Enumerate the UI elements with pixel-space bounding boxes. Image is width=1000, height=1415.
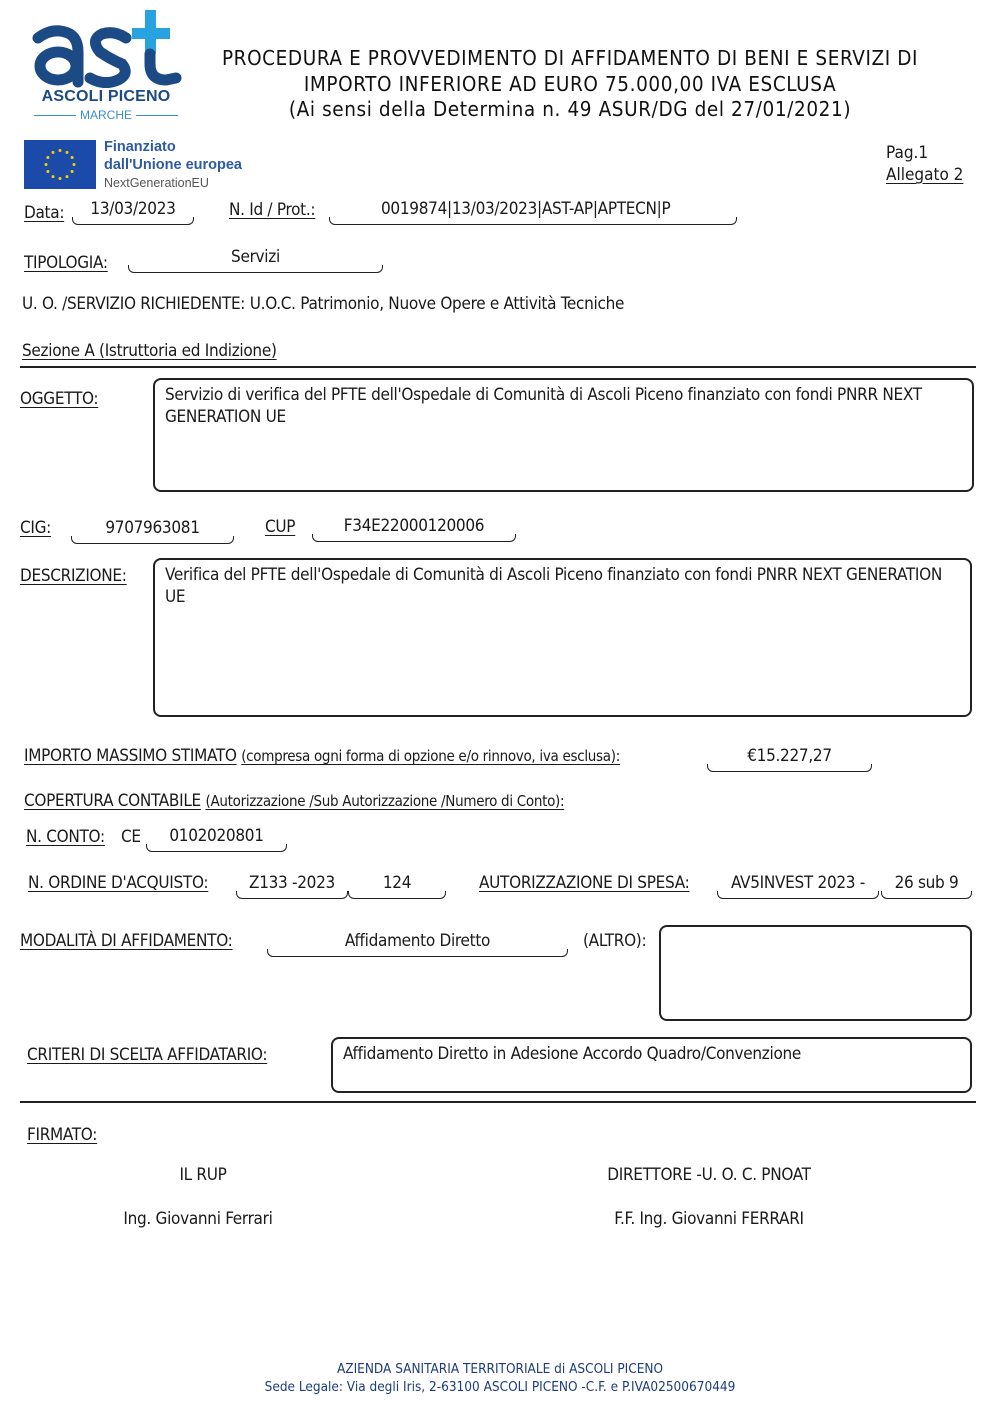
- autorizzazione-field-2[interactable]: 26 sub 9: [881, 873, 972, 893]
- title-line-2: IMPORTO INFERIORE AD EURO 75.000,00 IVA ESCLUSA: [303, 71, 837, 96]
- copertura-note: (Autorizzazione /Sub Autorizzazione /Numero di Conto):: [205, 792, 565, 810]
- ordine-field-2[interactable]: 124: [348, 873, 446, 893]
- firmato-label: FIRMATO:: [27, 1125, 98, 1145]
- page-footer: [230, 1360, 770, 1396]
- conto-label: N. CONTO:: [26, 827, 105, 847]
- attachment-label: Allegato 2: [886, 165, 964, 185]
- modalita-field[interactable]: Affidamento Diretto: [267, 931, 568, 951]
- director-name: F.F. Ing. Giovanni FERRARI: [614, 1209, 804, 1229]
- descrizione-label: DESCRIZIONE:: [20, 566, 127, 586]
- prot-label: N. Id / Prot.:: [229, 200, 316, 220]
- tipologia-field[interactable]: Servizi: [128, 247, 383, 267]
- importo-row: [24, 746, 620, 766]
- signature-divider: [20, 1101, 976, 1103]
- prot-field[interactable]: 0019874|13/03/2023|AST-AP|APTECN|P: [329, 199, 737, 219]
- date-label: Data:: [24, 203, 65, 223]
- criteri-field[interactable]: Affidamento Diretto in Adesione Accordo Quadro/Convenzione: [331, 1037, 972, 1093]
- altro-label: (ALTRO):: [583, 931, 647, 951]
- autorizzazione-field-1[interactable]: AV5INVEST 2023 -: [717, 873, 879, 893]
- importo-field[interactable]: €15.227,27: [707, 746, 872, 766]
- importo-note: (compresa ogni forma di opzione e/o rinnovo, iva esclusa):: [241, 747, 620, 765]
- conto-field[interactable]: 0102020801: [146, 826, 287, 846]
- copertura-row: [24, 791, 564, 811]
- conto-prefix: CE: [121, 827, 141, 847]
- eu-flag-icon: [24, 140, 96, 189]
- title-line-1: PROCEDURA E PROVVEDIMENTO DI AFFIDAMENTO DI BENI E SERVIZI DI: [221, 46, 919, 70]
- page-number: Pag.1: [886, 143, 929, 163]
- date-field[interactable]: 13/03/2023: [72, 199, 194, 219]
- cup-label: CUP: [265, 517, 296, 537]
- altro-field[interactable]: [659, 925, 972, 1021]
- oggetto-field[interactable]: Servizio di verifica del PFTE dell'Ospedale di Comunità di Ascoli Piceno finanziato con fondi PNRR NEXT GENERATION UE: [153, 378, 974, 492]
- footer-line-2: Sede Legale: Via degli Iris, 2-63100 ASCOLI PICENO -C.F. e P.IVA02500670449: [264, 1379, 736, 1395]
- criteri-label: CRITERI DI SCELTA AFFIDATARIO:: [27, 1045, 268, 1065]
- logo-region-text: MARCHE: [80, 108, 133, 122]
- section-a-title: Sezione A (Istruttoria ed Indizione): [22, 341, 277, 361]
- servizio-value: U.O.C. Patrimonio, Nuove Opere e Attività Tecniche: [249, 294, 625, 314]
- cig-label: CIG:: [20, 518, 51, 538]
- eu-line2: dall'Unione europea: [104, 157, 242, 173]
- rup-role: IL RUP: [179, 1165, 227, 1185]
- rup-name: Ing. Giovanni Ferrari: [123, 1209, 273, 1229]
- ast-logo-icon: [30, 8, 182, 88]
- eu-funding-badge: [104, 138, 242, 192]
- section-divider: [20, 366, 976, 368]
- eu-line1: Finanziato: [104, 139, 176, 155]
- cup-field[interactable]: F34E22000120006: [312, 516, 516, 536]
- descrizione-field[interactable]: Verifica del PFTE dell'Ospedale di Comunità di Ascoli Piceno finanziato con fondi PNRR NEXT GENERATION UE: [153, 558, 972, 717]
- servizio-richiedente: [22, 294, 624, 314]
- oggetto-label: OGGETTO:: [20, 389, 99, 409]
- importo-label: IMPORTO MASSIMO STIMATO: [24, 746, 237, 766]
- page-info: [886, 142, 963, 186]
- copertura-label: COPERTURA CONTABILE: [24, 791, 201, 811]
- autorizzazione-label: AUTORIZZAZIONE DI SPESA:: [479, 873, 690, 893]
- document-title: [200, 46, 940, 123]
- tipologia-label: TIPOLOGIA:: [24, 253, 108, 273]
- title-line-3: (Ai sensi della Determina n. 49 ASUR/DG del 27/01/2021): [288, 97, 852, 121]
- logo-region: [34, 108, 178, 122]
- director-role: DIRETTORE -U. O. C. PNOAT: [607, 1165, 811, 1185]
- modalita-label: MODALITÀ DI AFFIDAMENTO:: [20, 931, 233, 951]
- footer-line-1: AZIENDA SANITARIA TERRITORIALE di ASCOLI PICENO: [336, 1361, 664, 1377]
- cig-field[interactable]: 9707963081: [71, 518, 234, 538]
- ordine-field-1[interactable]: Z133 -2023: [236, 873, 348, 893]
- logo-name: ASCOLI PICENO: [41, 88, 171, 105]
- eu-line3: NextGenerationEU: [104, 176, 209, 190]
- servizio-label: U. O. /SERVIZIO RICHIEDENTE:: [22, 294, 246, 314]
- ordine-label: N. ORDINE D'ACQUISTO:: [28, 873, 209, 893]
